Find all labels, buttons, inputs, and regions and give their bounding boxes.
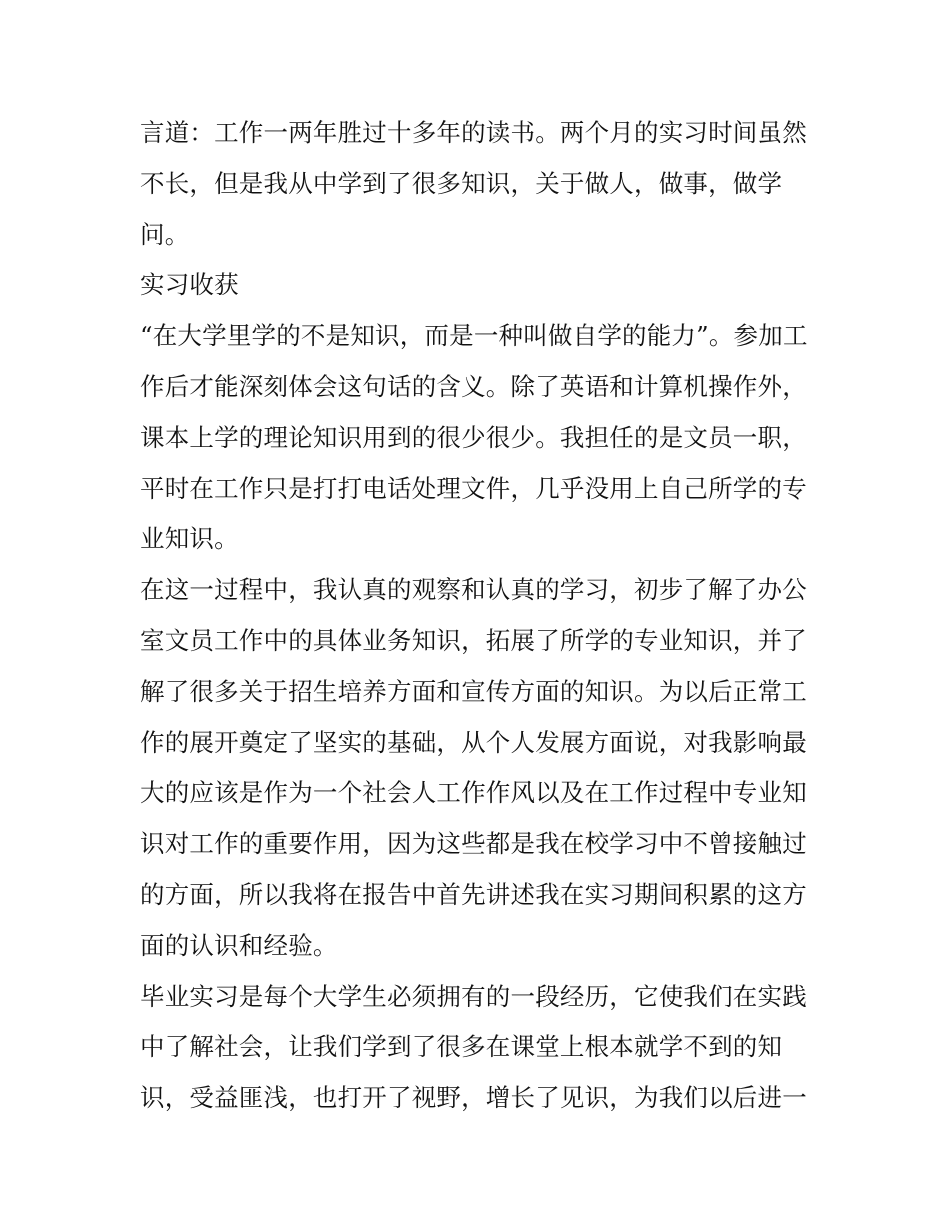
document-body xyxy=(140,108,812,1124)
text-line: 毕业实习是每个大学生必须拥有的一段经历，它使我们在实践 xyxy=(140,981,807,1011)
text-line: 大的应该是作为一个社会人工作作风以及在工作过程中专业知 xyxy=(140,778,807,808)
paragraph-process xyxy=(140,565,812,971)
text-line: 作的展开奠定了坚实的基础，从个人发展方面说，对我影响最 xyxy=(140,727,807,757)
section-heading-text: 实习收获 xyxy=(140,270,239,300)
text-line: 平时在工作只是打打电话处理文件，几乎没用上自己所学的专 xyxy=(140,473,807,503)
text-line: 课本上学的理论知识用到的很少很少。我担任的是文员一职， xyxy=(140,422,807,452)
text-line: 在这一过程中，我认真的观察和认真的学习，初步了解了办公 xyxy=(140,575,807,605)
text-line: 的方面，所以我将在报告中首先讲述我在实习期间积累的这方 xyxy=(140,879,807,909)
text-line: 言道：工作一两年胜过十多年的读书。两个月的实习时间虽然 xyxy=(140,118,807,147)
paragraph-intro-conclusion xyxy=(140,108,812,260)
text-line: 作后才能深刻体会这句话的含义。除了英语和计算机操作外， xyxy=(140,371,807,401)
text-line: 识，受益匪浅，也打开了视野，增长了见识，为我们以后进一 xyxy=(140,1083,807,1113)
paragraph-self-study xyxy=(140,311,812,565)
text-line: 识对工作的重要作用，因为这些都是我在校学习中不曾接触过 xyxy=(140,829,807,859)
text-line: 室文员工作中的具体业务知识，拓展了所学的专业知识，并了 xyxy=(140,625,807,655)
text-line: 问。 xyxy=(140,219,190,249)
paragraph-graduation-internship xyxy=(140,972,812,1124)
text-line: “在大学里学的不是知识，而是一种叫做自学的能力”。参加工 xyxy=(140,321,808,351)
text-line: 业知识。 xyxy=(140,524,239,554)
text-line: 解了很多关于招生培养方面和宣传方面的知识。为以后正常工 xyxy=(140,676,807,706)
text-line: 不长，但是我从中学到了很多知识，关于做人，做事，做学 xyxy=(140,168,783,198)
text-line: 中了解社会，让我们学到了很多在课堂上根本就学不到的知 xyxy=(140,1032,783,1062)
section-heading xyxy=(140,260,812,311)
text-line: 面的认识和经验。 xyxy=(140,930,338,960)
